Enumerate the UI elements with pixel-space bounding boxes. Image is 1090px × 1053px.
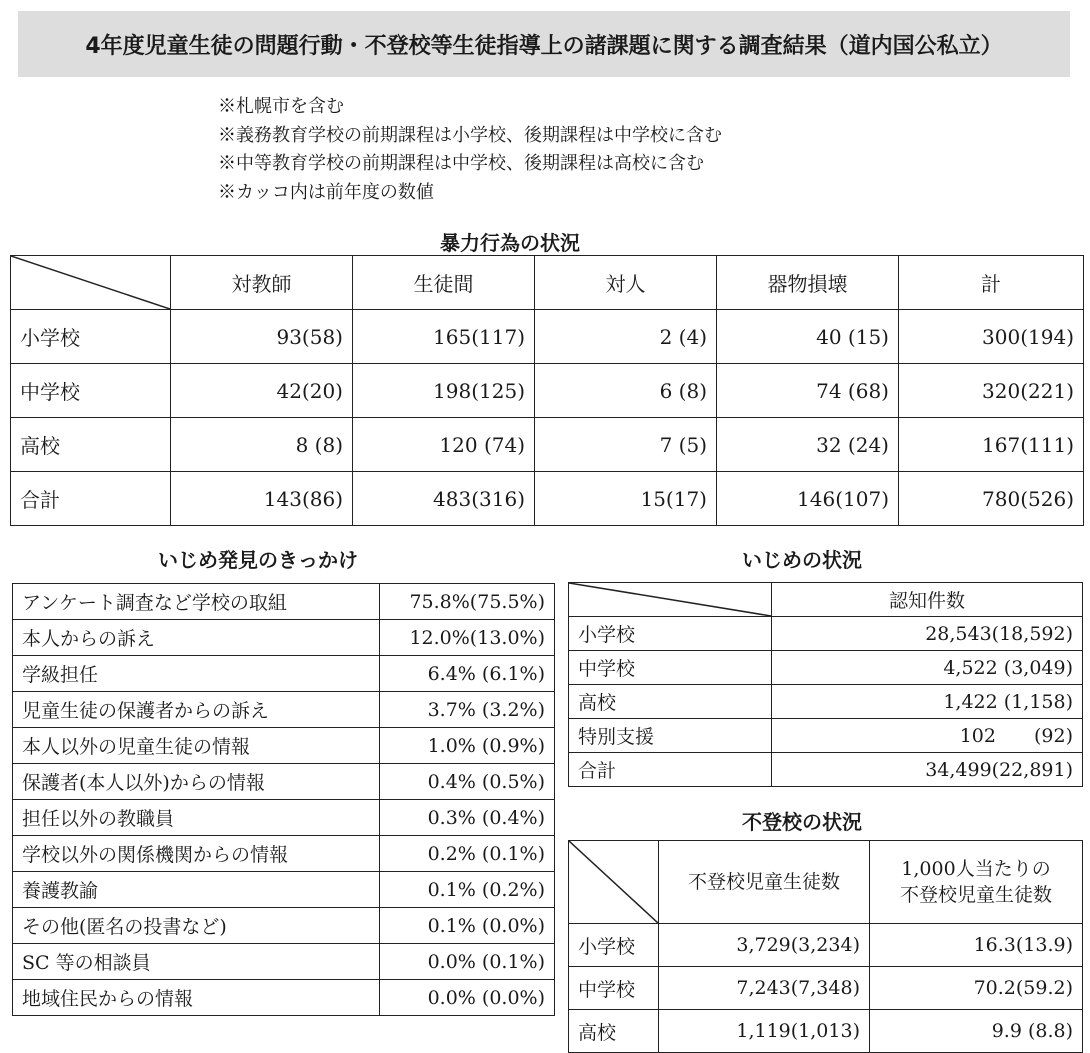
table-row bbox=[569, 685, 1083, 719]
note: ※カッコ内は前年度の数値 bbox=[218, 181, 434, 203]
table-cell: 3.7% (3.2%) bbox=[380, 692, 555, 728]
table-row bbox=[13, 656, 555, 692]
column-header: 認知件数 bbox=[772, 583, 1083, 617]
table-row bbox=[13, 764, 555, 800]
note: ※中等教育学校の前期課程は中学校、後期課程は高校に含む bbox=[218, 153, 704, 174]
row-label: 中学校 bbox=[569, 651, 772, 685]
row-label: 高校 bbox=[11, 418, 171, 472]
table-cell: 3,729(3,234) bbox=[659, 924, 870, 967]
row-label: 地域住民からの情報 bbox=[13, 980, 380, 1016]
column-header: 器物損壊 bbox=[717, 256, 899, 310]
table-row bbox=[11, 310, 1084, 364]
table-row bbox=[569, 924, 1083, 967]
table-cell: 75.8%(75.5%) bbox=[380, 584, 555, 620]
violence-title: 暴力行為の状況 bbox=[440, 231, 580, 255]
row-label: 中学校 bbox=[569, 967, 659, 1010]
table-row bbox=[13, 728, 555, 764]
page-title: 4年度児童生徒の問題行動・不登校等生徒指導上の諸課題に関する調査結果（道内国公私立） bbox=[18, 11, 1070, 77]
table-row bbox=[13, 908, 555, 944]
table-row bbox=[13, 692, 555, 728]
table-cell: 320(221) bbox=[899, 364, 1084, 418]
table-row bbox=[13, 872, 555, 908]
table-cell: 9.9 (8.8) bbox=[870, 1010, 1083, 1053]
table-cell: 120 (74) bbox=[353, 418, 535, 472]
row-label: 児童生徒の保護者からの訴え bbox=[13, 692, 380, 728]
diagonal-header-cell bbox=[569, 841, 659, 924]
absence-title: 不登校の状況 bbox=[742, 810, 862, 834]
row-label: 本人以外の児童生徒の情報 bbox=[13, 728, 380, 764]
table-cell: 40 (15) bbox=[717, 310, 899, 364]
row-label: アンケート調査など学校の取組 bbox=[13, 584, 380, 620]
table-row bbox=[13, 944, 555, 980]
table-cell: 0.2% (0.1%) bbox=[380, 836, 555, 872]
table-row bbox=[13, 620, 555, 656]
table-cell: 42(20) bbox=[171, 364, 353, 418]
table-header-row bbox=[11, 256, 1084, 310]
header-line: 不登校児童生徒数 bbox=[899, 884, 1052, 906]
table-cell: 6.4% (6.1%) bbox=[380, 656, 555, 692]
table-row bbox=[11, 472, 1084, 526]
table-cell: 93(58) bbox=[171, 310, 353, 364]
row-label: SC 等の相談員 bbox=[13, 944, 380, 980]
table-cell: 74 (68) bbox=[717, 364, 899, 418]
table-cell: 1.0% (0.9%) bbox=[380, 728, 555, 764]
table-header-row bbox=[569, 583, 1083, 617]
table-cell: 167(111) bbox=[899, 418, 1084, 472]
row-label: 中学校 bbox=[11, 364, 171, 418]
table-cell: 165(117) bbox=[353, 310, 535, 364]
violence-table bbox=[10, 255, 1084, 526]
absence-table bbox=[568, 840, 1083, 1053]
row-label: 合計 bbox=[11, 472, 171, 526]
column-header: 対教師 bbox=[171, 256, 353, 310]
row-label: 高校 bbox=[569, 685, 772, 719]
column-header: 対人 bbox=[535, 256, 717, 310]
row-label: 本人からの訴え bbox=[13, 620, 380, 656]
table-cell: 198(125) bbox=[353, 364, 535, 418]
trigger-title: いじめ発見のきっかけ bbox=[158, 548, 358, 572]
table-row bbox=[569, 719, 1083, 753]
diagonal-header-cell bbox=[569, 583, 772, 617]
table-cell: 143(86) bbox=[171, 472, 353, 526]
table-row bbox=[13, 584, 555, 620]
trigger-table bbox=[12, 583, 555, 1016]
table-row bbox=[569, 967, 1083, 1010]
table-cell: 34,499(22,891) bbox=[772, 753, 1083, 787]
table-row bbox=[569, 1010, 1083, 1053]
row-label: 学級担任 bbox=[13, 656, 380, 692]
table-cell: 15(17) bbox=[535, 472, 717, 526]
table-cell: 6 (8) bbox=[535, 364, 717, 418]
column-header: 計 bbox=[899, 256, 1084, 310]
note: ※義務教育学校の前期課程は小学校、後期課程は中学校に含む bbox=[218, 124, 722, 146]
header-line: 1,000人当たりの bbox=[901, 858, 1051, 880]
table-cell: 8 (8) bbox=[171, 418, 353, 472]
table-cell: 300(194) bbox=[899, 310, 1084, 364]
table-cell: 7,243(7,348) bbox=[659, 967, 870, 1010]
table-cell: 0.1% (0.2%) bbox=[380, 872, 555, 908]
row-label: 小学校 bbox=[569, 617, 772, 651]
row-label: 合計 bbox=[569, 753, 772, 787]
table-cell: 0.0% (0.0%) bbox=[380, 980, 555, 1016]
table-row bbox=[13, 836, 555, 872]
table-cell: 0.0% (0.1%) bbox=[380, 944, 555, 980]
table-cell: 146(107) bbox=[717, 472, 899, 526]
bullying-table bbox=[568, 582, 1083, 787]
column-header: 不登校児童生徒数 bbox=[659, 841, 870, 924]
table-row bbox=[13, 980, 555, 1016]
table-row bbox=[569, 617, 1083, 651]
column-header: 生徒間 bbox=[353, 256, 535, 310]
table-cell: 16.3(13.9) bbox=[870, 924, 1083, 967]
table-cell: 102 (92) bbox=[772, 719, 1083, 753]
column-header-per-thousand bbox=[870, 841, 1083, 924]
table-cell: 0.3% (0.4%) bbox=[380, 800, 555, 836]
table-cell: 70.2(59.2) bbox=[870, 967, 1083, 1010]
table-cell: 780(526) bbox=[899, 472, 1084, 526]
table-row bbox=[569, 753, 1083, 787]
row-label: 小学校 bbox=[569, 924, 659, 967]
table-row bbox=[11, 418, 1084, 472]
row-label: 特別支援 bbox=[569, 719, 772, 753]
note: ※札幌市を含む bbox=[218, 96, 344, 117]
table-row bbox=[11, 364, 1084, 418]
row-label: 養護教諭 bbox=[13, 872, 380, 908]
row-label: 小学校 bbox=[11, 310, 171, 364]
table-cell: 483(316) bbox=[353, 472, 535, 526]
row-label: 担任以外の教職員 bbox=[13, 800, 380, 836]
row-label: 保護者(本人以外)からの情報 bbox=[13, 764, 380, 800]
table-cell: 28,543(18,592) bbox=[772, 617, 1083, 651]
notes bbox=[218, 93, 722, 207]
table-cell: 32 (24) bbox=[717, 418, 899, 472]
table-header-row bbox=[569, 841, 1083, 924]
table-cell: 1,119(1,013) bbox=[659, 1010, 870, 1053]
row-label: 学校以外の関係機関からの情報 bbox=[13, 836, 380, 872]
row-label: その他(匿名の投書など) bbox=[13, 908, 380, 944]
table-cell: 12.0%(13.0%) bbox=[380, 620, 555, 656]
table-cell: 2 (4) bbox=[535, 310, 717, 364]
table-cell: 4,522 (3,049) bbox=[772, 651, 1083, 685]
table-cell: 7 (5) bbox=[535, 418, 717, 472]
diagonal-header-cell bbox=[11, 256, 171, 310]
table-row bbox=[13, 800, 555, 836]
table-cell: 0.1% (0.0%) bbox=[380, 908, 555, 944]
table-cell: 1,422 (1,158) bbox=[772, 685, 1083, 719]
table-cell: 0.4% (0.5%) bbox=[380, 764, 555, 800]
table-row bbox=[569, 651, 1083, 685]
row-label: 高校 bbox=[569, 1010, 659, 1053]
bullying-title: いじめの状況 bbox=[742, 548, 862, 572]
